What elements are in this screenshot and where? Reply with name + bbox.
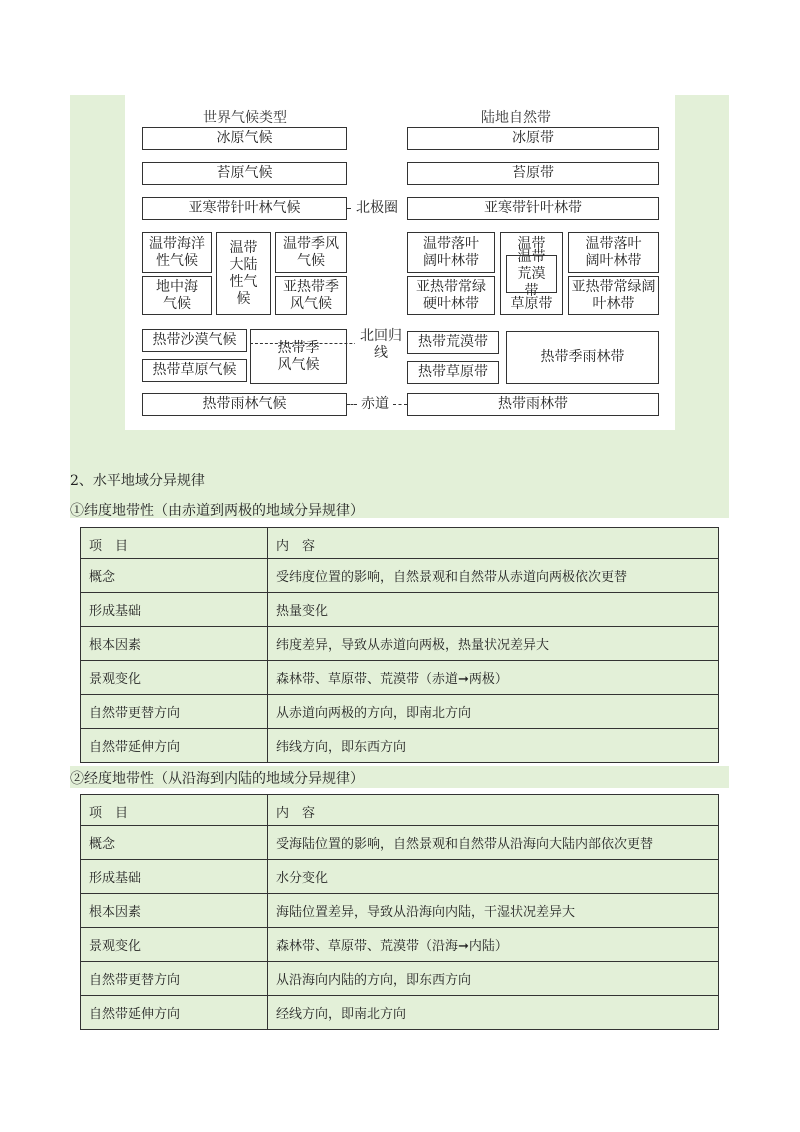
- table-row: [81, 627, 719, 661]
- row-label: 概念: [81, 826, 268, 860]
- longitudinal-table: [80, 794, 719, 1030]
- zone-temperate-desert: 温带荒漠带: [506, 255, 557, 293]
- row-content: 森林带、草原带、荒漠带（赤道➞两极）: [268, 661, 719, 695]
- climate-subarctic: 亚寒带针叶林气候: [142, 197, 347, 220]
- zone-subtropical-evergreen: 亚热带常绿阔叶林带: [568, 276, 659, 315]
- table-row: [81, 559, 719, 593]
- table-row: [81, 860, 719, 894]
- row-label: 景观变化: [81, 928, 268, 962]
- row-label: 自然带延伸方向: [81, 729, 268, 763]
- row-label: 自然带延伸方向: [81, 996, 268, 1030]
- dline: [393, 404, 407, 405]
- climate-tropical-desert: 热带沙漠气候: [142, 329, 247, 352]
- header-content: 内 容: [268, 528, 719, 559]
- climate-tropical-savanna: 热带草原气候: [142, 359, 247, 382]
- zone-sclerophyll: 亚热带常绿硬叶林带: [407, 276, 495, 315]
- zone-tundra: 苔原带: [407, 162, 659, 185]
- zone-taiga: 亚寒带针叶林带: [407, 197, 659, 220]
- latitudinal-table: [80, 527, 719, 763]
- zone-tropical-monsoon-forest: 热带季雨林带: [506, 331, 659, 384]
- zone-tropical-savanna: 热带草原带: [407, 361, 499, 384]
- zone-steppe: 草原带: [510, 296, 553, 312]
- climate-subtropical-monsoon: 亚热带季风气候: [275, 276, 347, 315]
- row-label: 根本因素: [81, 627, 268, 661]
- table-row: [81, 661, 719, 695]
- row-content: 水分变化: [268, 860, 719, 894]
- table-row: [81, 996, 719, 1030]
- climate-tundra: 苔原气候: [142, 162, 347, 185]
- header-content: 内 容: [268, 795, 719, 826]
- equator-label: 赤道: [361, 396, 389, 412]
- climate-zone-diagram: [125, 95, 675, 430]
- row-content: 从赤道向两极的方向，即南北方向: [268, 695, 719, 729]
- section-heading: 2、水平地域分异规律: [70, 473, 205, 489]
- table-header-row: [81, 528, 719, 559]
- table-row: [81, 962, 719, 996]
- climate-temperate-monsoon: 温带季风气候: [275, 232, 347, 273]
- zone-tropical-desert: 热带荒漠带: [407, 331, 499, 354]
- right-column-title: 陆地自然带: [481, 110, 551, 126]
- table-row: [81, 593, 719, 627]
- arctic-circle-label: 北极圈: [356, 200, 398, 216]
- climate-ice: 冰原气候: [142, 127, 347, 150]
- table-header-row: [81, 795, 719, 826]
- dline: [347, 404, 357, 405]
- table-row: [81, 695, 719, 729]
- row-content: 纬线方向，即东西方向: [268, 729, 719, 763]
- temperate-group-label: 温带: [517, 236, 546, 252]
- table-row: [81, 928, 719, 962]
- climate-temperate-continental: 温带大陆性气候: [216, 232, 271, 315]
- table-row: [81, 894, 719, 928]
- climate-temperate-maritime: 温带海洋性气候: [142, 232, 212, 273]
- row-content: 经线方向，即南北方向: [268, 996, 719, 1030]
- zone-temperate-group: [500, 232, 563, 315]
- latitudinal-title: ①纬度地带性（由赤道到两极的地域分异规律）: [70, 503, 364, 519]
- zone-temperate-deciduous-right: 温带落叶阔叶林带: [568, 232, 659, 273]
- row-content: 受海陆位置的影响，自然景观和自然带从沿海向大陆内部依次更替: [268, 826, 719, 860]
- row-label: 自然带更替方向: [81, 962, 268, 996]
- row-content: 从沿海向内陆的方向，即东西方向: [268, 962, 719, 996]
- climate-mediterranean: 地中海气候: [142, 276, 212, 315]
- row-content: 海陆位置差异，导致从沿海向内陆，干湿状况差异大: [268, 894, 719, 928]
- header-item: 项 目: [81, 795, 268, 826]
- row-content: 纬度差异，导致从赤道向两极，热量状况差异大: [268, 627, 719, 661]
- row-label: 景观变化: [81, 661, 268, 695]
- zone-temperate-deciduous-left: 温带落叶阔叶林带: [407, 232, 495, 273]
- header-item: 项 目: [81, 528, 268, 559]
- climate-tropical-rainforest: 热带雨林气候: [142, 393, 347, 416]
- row-content: 受纬度位置的影响，自然景观和自然带从赤道向两极依次更替: [268, 559, 719, 593]
- longitudinal-title: ②经度地带性（从沿海到内陆的地域分异规律）: [70, 771, 364, 787]
- table-row: [81, 826, 719, 860]
- row-content: 森林带、草原带、荒漠带（沿海➞内陆）: [268, 928, 719, 962]
- row-label: 形成基础: [81, 860, 268, 894]
- row-label: 根本因素: [81, 894, 268, 928]
- climate-tropical-monsoon: 热带季风气候: [250, 329, 347, 384]
- zone-ice: 冰原带: [407, 127, 659, 150]
- row-content: 热量变化: [268, 593, 719, 627]
- row-label: 概念: [81, 559, 268, 593]
- row-label: 形成基础: [81, 593, 268, 627]
- tropic-label: 北回归线: [355, 328, 407, 362]
- table-row: [81, 729, 719, 763]
- zone-tropical-rainforest: 热带雨林带: [407, 393, 659, 416]
- left-column-title: 世界气候类型: [203, 110, 287, 126]
- row-label: 自然带更替方向: [81, 695, 268, 729]
